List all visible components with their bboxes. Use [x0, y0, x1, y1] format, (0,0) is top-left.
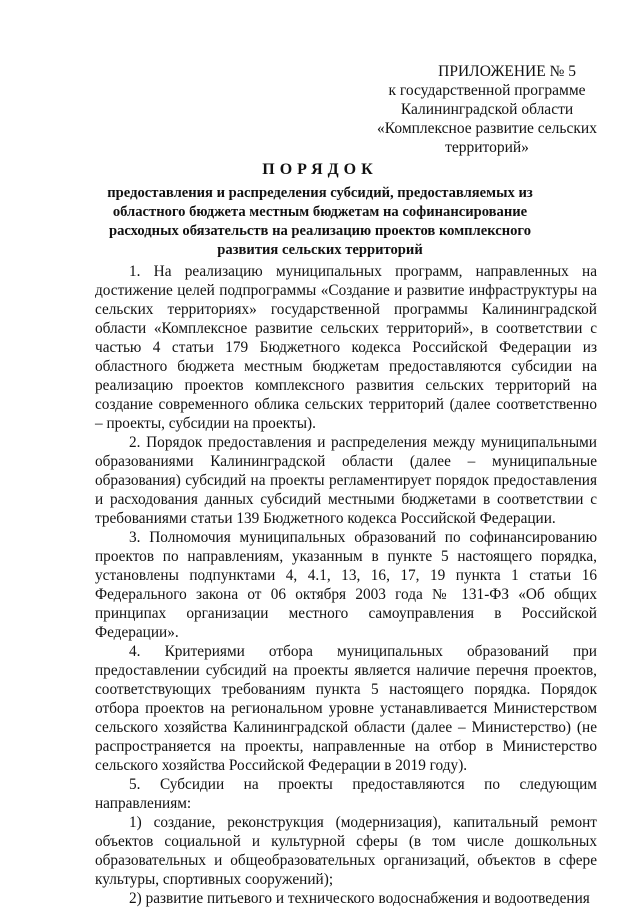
- paragraph: 4. Критериями отбора муниципальных образований при предоставлении субсидий на проекты является наличие перечня проектов, соответствующих требованиям пункта 5 настоящего порядка. Порядок отбора проектов на региональном уровне устанавливается Министерством сельского хозяйства Калининградской области (далее – Министерство) (не распространяется на проекты, направленные на отбор в Министерство сельского хозяйства Российской Федерации в 2019 году).: [95, 643, 597, 774]
- appendix-title: ПРИЛОЖЕНИЕ № 5: [438, 63, 576, 80]
- paragraph: 3. Полномочия муниципальных образований по софинансированию проектов по направлениям, указанным в пункте 5 настоящего порядка, установлены подпунктами 4, 4.1, 13, 16, 17, 19 пункта 1 статьи 16 Федерального закона от 06 октября 2003 года № 131-ФЗ «Об общих принципах организации местного самоуправления в Российской Федерации».: [95, 529, 597, 641]
- appendix-line: к государственной программе: [388, 82, 586, 99]
- paragraph: 1. На реализацию муниципальных программ, направленных на достижение целей подпрограммы «Создание и развитие инфраструктуры на сельских территориях» государственной программы Калининградской области «Комплексное развитие сельских территорий», в соответствии с частью 4 статьи 179 Бюджетного кодекса Российской Федерации из областного бюджета местным бюджетам предоставляются субсидии на реализацию проектов комплексного развития сельских территорий на создание современного облика сельских территорий (далее соответственно – проекты, субсидии на проекты).: [95, 263, 597, 432]
- appendix-line: территорий»: [445, 139, 529, 156]
- paragraph: 1) создание, реконструкция (модернизация), капитальный ремонт объектов социальной и культурной сферы (в том числе дошкольных образовательных и общеобразовательных организаций, объектов в сфере культуры, спортивных сооружений);: [95, 814, 597, 888]
- paragraph: 2) развитие питьевого и технического водоснабжения и водоотведения: [129, 890, 590, 907]
- paragraph: 2. Порядок предоставления и распределения между муниципальными образованиями Калининградской области (далее – муниципальные образования) субсидий на проекты регламентирует порядок предоставления и расходования данных субсидий местными бюджетами в соответствии с требованиями статьи 139 Бюджетного кодекса Российской Федерации.: [95, 434, 597, 527]
- document-heading: [100, 160, 540, 260]
- document-subtitle: предоставления и распределения субсидий, предоставляемых из областного бюджета местным бюджетам на софинансирование расходных обязательств на реализацию проектов комплексного развития сельских территорий: [107, 185, 533, 258]
- paragraph: 5. Субсидии на проекты предоставляются по следующим направлениям:: [95, 776, 597, 812]
- document-body: [95, 262, 597, 908]
- appendix-block: [372, 62, 602, 157]
- document-title: ПОРЯДОК: [262, 161, 378, 178]
- appendix-line: Калининградской области: [400, 101, 574, 118]
- appendix-line: «Комплексное развитие сельских: [377, 120, 597, 137]
